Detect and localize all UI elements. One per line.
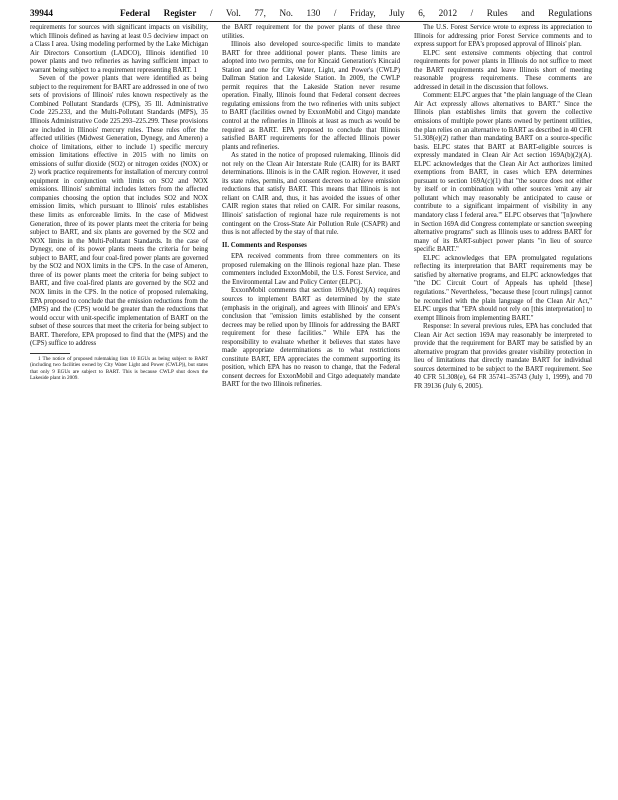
- paragraph: ExxonMobil comments that section 169A(b)(2)(A) requires sources to implement BART as determined by the state (emphasis in the original), and agrees with Illinois' and EPA's conclusion that "emission limits established by the consent decrees may be relied upon by Illinois for addressing the BART requirement for these facilities." While EPA has the responsibility to evaluate whether it believes that states have made appropriate determinations as to what restrictions constitute BART, EPA appreciates the comment supporting its position, which EPA has no reason to change, that the Federal consent decrees for ExxonMobil and Citgo adequately mandate BART for the two Illinois refineries.: [222, 287, 400, 389]
- running-head: [120, 8, 592, 18]
- paragraph: ELPC sent extensive comments objecting that control requirements for power plants in Illinois do not suffice to meet the BART requirements and leave Illinois short of meeting reasonable progress requirements. These comments are addressed in detail in the discussion that follows.: [414, 49, 592, 91]
- text-column-3: [414, 24, 592, 794]
- paragraph: Response: In several previous rules, EPA has concluded that Clean Air Act section 169A may reasonably be interpreted to provide that the requirement for BART may be satisfied by an alternative program that provides greater visibility protection in lieu of limitations that directly mandate BART for individual sources determined to be subject to the BART requirement. See 40 CFR 51.308(e), 64 FR 35741–35743 (July 1, 1999), and 70 FR 39136 (July 6, 2005).: [414, 323, 592, 390]
- paragraph: the BART requirement for the power plants of these three utilities.: [222, 24, 400, 40]
- page-number: 39944: [30, 8, 53, 18]
- paragraph: ELPC acknowledges that EPA promulgated regulations reflecting its interpretation that BART requirements may be satisfied by alternative programs, and ELPC acknowledges that "the DC Circuit Court of Appeals has upheld [these] regulations." Nevertheless, "because these [court rulings] cannot be reconciled with the plain language of the Clean Air Act," ELPC urges that "EPA should not rely on [this interpretation] to exempt Illinois from implementing BART.": [414, 254, 592, 322]
- footnote-rule: [30, 353, 70, 354]
- text-column-2: [222, 24, 400, 794]
- paragraph: As stated in the notice of proposed rulemaking, Illinois did not rely on the Clean Air Interstate Rule (CAIR) for its BART determinations. Illinois is in the CAIR region. However, it used its state rules, permits, and consent decrees to achieve emission reductions that satisfy BART. This means that Illinois is not reliant on CAIR and, thus, it has avoided the issues of other CAIR region states that relied on CAIR. For similar reasons, Illinois' satisfaction of regional haze rule requirements is not contingent on the Cross-State Air Pollution Rule (CSAPR) and thus is not affected by the stay of that rule.: [222, 152, 400, 237]
- paragraph: Comment: ELPC argues that "the plain language of the Clean Air Act expressly allows alternatives to BART." Since the Illinois plan establishes limits that govern the collective emissions of multiple power plants owned by pertinent utilities, the plan relies on an alternative to BART as described in 40 CFR 51.308(e)(2) rather than mandating BART on a source-specific basis. ELPC states that BART at BART-eligible sources is expressly mandated in Clean Air Act section 169A(b)(2)(A). ELPC acknowledges that the Clean Air Act authorizes limited exemptions from BART, in cases which EPA determines pursuant to section 169A(c)(1) that "the source does not either by itself or in combination with other sources 'emit any air pollutant which may reasonably be anticipated to cause or contribute to a significant impairment of visibility in any mandatory class I federal area.'" ELPC observes that "[n]owhere in Section 169A did Congress contemplate or sanction sweeping alternative programs" such as Illinois uses to address BART for many of its BART-subject power plants "in lieu of source specific BART.": [414, 92, 592, 254]
- section-heading: II. Comments and Responses: [222, 241, 307, 249]
- paragraph: Seven of the power plants that were identified as being subject to the requirement for BART are addressed in one of two sets of provisions of Illinois' rules known respectively as the Combined Pollutant Standards (CPS), 35 Ill. Administrative Code 225.233, and the Multi-Pollutant Standards (MPS), 35 Illinois Administrative Code 225.293–225.299. These provisions are included in Illinois' mercury rules. These rules offer the affected utilities (Midwest Generation, Dynegy, and Ameren) a choice of limitations, either to include 1) specific mercury emission limitations effective in 2015 with no limits on emissions of sulfur dioxide (SO2) or nitrogen oxides (NOX) or 2) work practice requirements for installation of mercury control equipment in conjunction with limits on SO2 and NOX emissions. Illinois' submittal includes letters from the affected companies choosing the option that includes SO2 and NOX emission limits, which pursuant to Illinois' rules establishes these limits as enforceable limits. In the case of Midwest Generation, three of its power plants meet the criteria for being subject to BART, and six plants are governed by the SO2 and NOX limits in the Multi-Pollutant Standards. In the case of Dynegy, one of its power plants meets the criteria for being subject to BART, and four coal-fired power plants are governed by the SO2 and NOX limits in the CPS. In the case of Ameren, three of its power plants meet the criteria for being subject to BART, and five coal-fired plants are governed by the SO2 and NOX limits in the CPS. In the notice of proposed rulemaking, EPA proposed to conclude that the emission reductions from the (MPS) and the (CPS) would be greater than the reductions that would occur with unit-specific implementation of BART on the subset of these sources that meet the criteria for being subject to BART. Therefore, EPA proposed to find that the (MPS) and the (CPS) suffice to address: [30, 75, 208, 348]
- header-rule: [30, 21, 592, 22]
- text-column-1: [30, 24, 208, 794]
- issue-details: / Vol. 77, No. 130 / Friday, July 6, 2012 / Rules and Regulations: [209, 8, 593, 18]
- paragraph: requirements for sources with significant impacts on visibility, which Illinois defined as having at least 0.5 deciview impact on a Class I area. Using modeling performed by the Lake Michigan Air Directors Consortium (LADCO), Illinois identified 10 power plants and two refineries as having sufficient impact to warrant being subject to a requirement representing BART. 1: [30, 24, 208, 74]
- footnote: 1 The notice of proposed rulemaking lists 10 EGUs as being subject to BART (including two facilities owned by City Water Light and Power (CWLP)), but states that only 9 EGUs are subject to BART. This is because CWLP shut down the Lakeside plant in 2009.: [30, 355, 208, 381]
- paragraph: The U.S. Forest Service wrote to express its appreciation to Illinois for addressing prior Forest Service comments and to express support for EPA's proposed approval of Illinois' plan.: [414, 24, 592, 49]
- paragraph: EPA received comments from three commenters on its proposed rulemaking on the Illinois regional haze plan. These commenters included ExxonMobil, the U.S. Forest Service, and the Environmental Law and Policy Center (ELPC).: [222, 253, 400, 286]
- paragraph: Illinois also developed source-specific limits to mandate BART for three additional power plants. These limits are adopted into two permits, one for Kincaid Generation's Kincaid Station and one for City Water, Light, and Power's (CWLP) Dallman Station and Lakeside Station. In 2009, the CWLP permit requires that the Lakeside Station never resume operation. Finally, Illinois found that Federal consent decrees regulating emissions from the two refineries with units subject to BART (facilities owned by ExxonMobil and Citgo) mandate control at the refineries in Illinois at least as much as would be required as BART. EPA proposed to conclude that Illinois satisfied BART requirements for the affected Illinois power plants and refineries.: [222, 41, 400, 151]
- journal-name: Federal Register: [120, 8, 197, 18]
